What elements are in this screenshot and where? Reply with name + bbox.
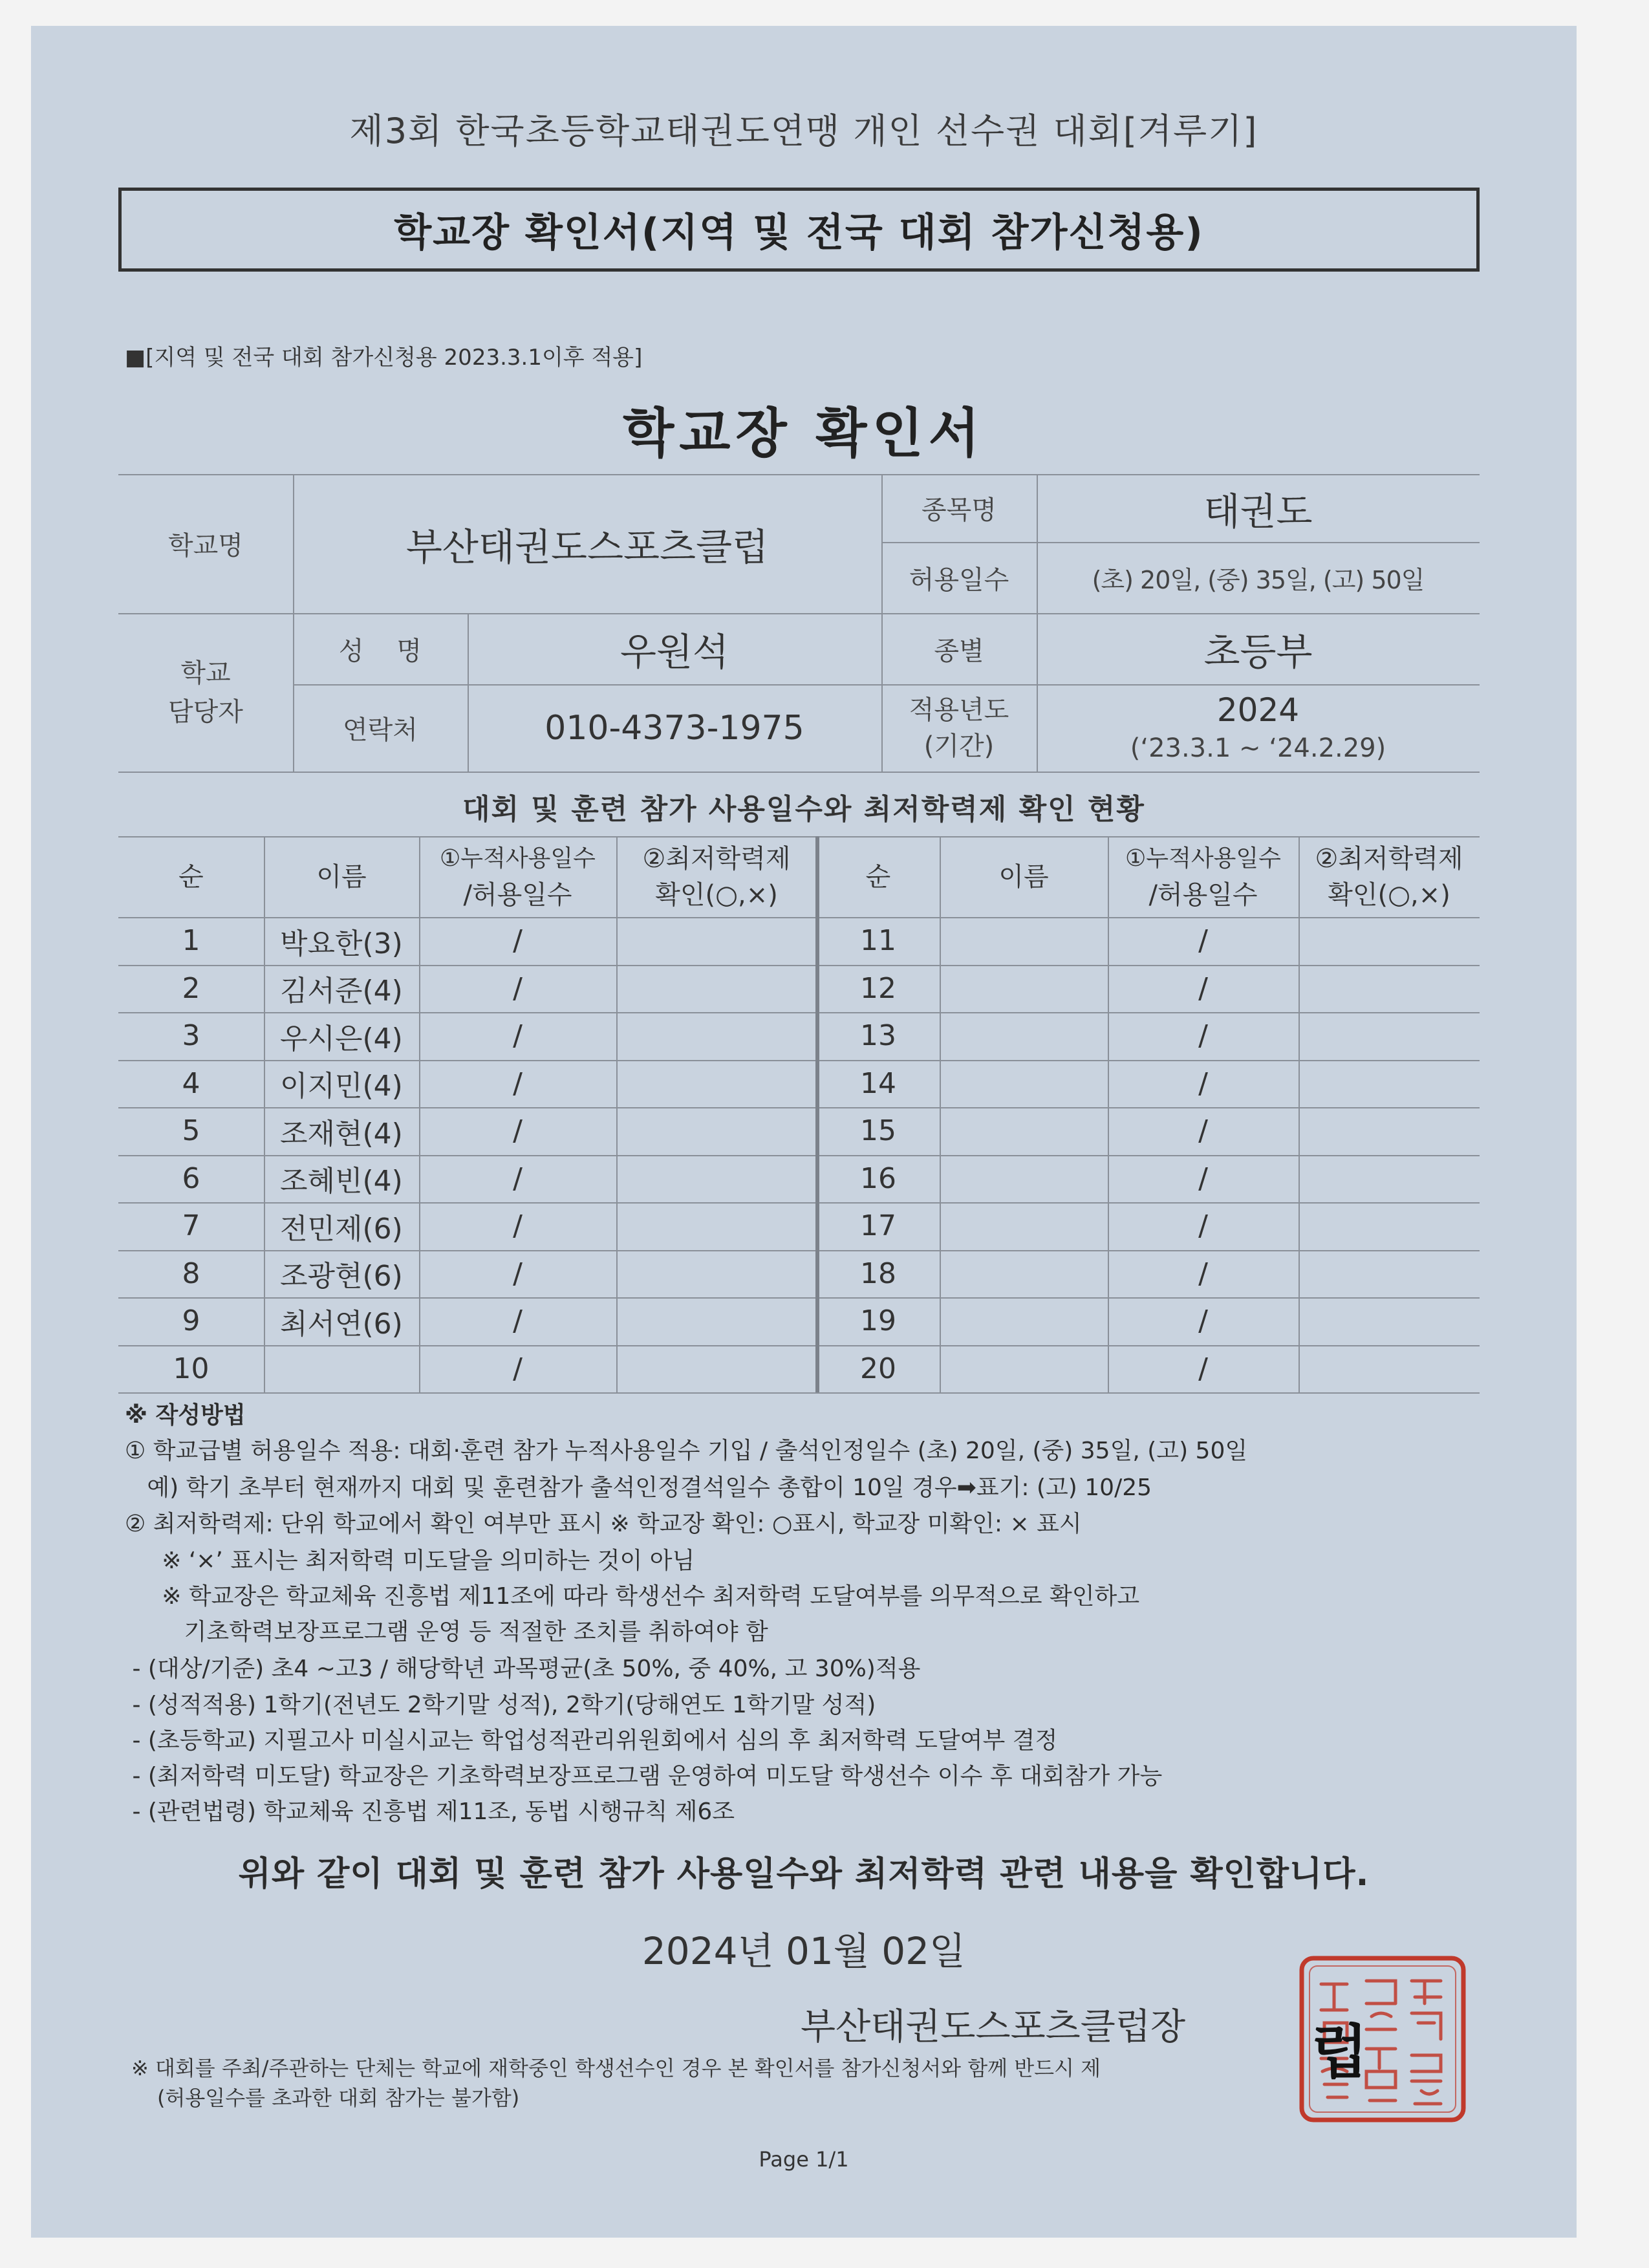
instruction-line: ※ 학교장은 학교체육 진흥법 제11조에 따라 학생선수 최저학력 도달여부를 의무적으로 확인하고 <box>125 1583 1140 1610</box>
roster-left-name: 전민제(6) <box>280 1212 403 1246</box>
roster-right-days: / <box>1198 1257 1208 1290</box>
col-no-left: 순 <box>178 861 204 892</box>
roster-left-min-check <box>616 917 817 965</box>
roster-left-no: 4 <box>182 1066 200 1100</box>
contact-value: 010-4373-1975 <box>544 708 804 748</box>
roster-right-days: / <box>1198 1352 1208 1385</box>
footnote-line2: (허용일수를 초과한 대회 참가는 불가함) <box>157 2086 520 2110</box>
roster-left-days: / <box>513 1304 523 1338</box>
roster-left-no: 7 <box>182 1209 200 1243</box>
school-manager-label: 학교 담당자 <box>168 658 243 727</box>
roster-left-days: / <box>513 1066 523 1100</box>
roster-right-no: 12 <box>860 971 896 1005</box>
instruction-line: ※ 작성방법 <box>125 1402 246 1429</box>
school-name-label: 학교명 <box>168 531 243 561</box>
roster-left-name: 조광현(6) <box>280 1260 403 1293</box>
roster-left-min-check <box>616 965 817 1013</box>
roster-right-min-check <box>1299 917 1480 965</box>
roster-left-no: 9 <box>182 1304 200 1338</box>
roster-left-name: 조재현(4) <box>280 1117 403 1150</box>
roster-left-days: / <box>513 971 523 1005</box>
roster-right-days: / <box>1198 1209 1208 1243</box>
roster-left-min-check <box>616 1012 817 1060</box>
roster-right-name <box>940 1202 1108 1250</box>
roster-left-min-check <box>616 1107 817 1155</box>
col-name-right: 이름 <box>998 861 1049 892</box>
col-days-right-line1: ①누적사용일수 <box>1125 845 1281 872</box>
apply-year-label <box>881 684 1037 772</box>
roster-left-name: 김서준(4) <box>280 975 403 1008</box>
roster-left-no: 5 <box>182 1114 200 1148</box>
roster-left-no: 2 <box>182 971 200 1005</box>
roster-left-days: / <box>513 1209 523 1243</box>
col-name-left: 이름 <box>316 861 367 892</box>
roster-right-no: 17 <box>860 1209 896 1243</box>
roster-right-days: / <box>1198 1304 1208 1338</box>
roster-right-min-check <box>1299 1202 1480 1250</box>
roster-right-min-check <box>1299 965 1480 1013</box>
roster-left-days: / <box>513 1161 523 1195</box>
roster-left-days: / <box>513 1257 523 1290</box>
sport-value: 태권도 <box>1203 489 1313 534</box>
document-date: 2024년 01월 02일 <box>641 1929 966 1973</box>
form-box-title: 학교장 확인서(지역 및 전국 대회 참가신청용) <box>118 188 1480 272</box>
roster-left-min-check <box>616 1345 817 1393</box>
roster-left-min-check <box>616 1155 817 1203</box>
roster-left-days: / <box>513 924 523 958</box>
roster-line <box>118 836 1480 837</box>
stamp-overprint: 럽 <box>1311 2018 1368 2086</box>
roster-right-min-check <box>1299 1107 1480 1155</box>
contact-label: 연락처 <box>343 715 418 745</box>
roster-right-name <box>940 965 1108 1013</box>
roster-left-name: 이지민(4) <box>280 1070 403 1103</box>
school-name-value: 부산태권도스포츠클럽 <box>405 524 769 569</box>
roster-left-name: 조혜빈(4) <box>280 1165 403 1198</box>
roster-right-no: 13 <box>860 1019 896 1053</box>
manager-name-value: 우원석 <box>620 630 729 674</box>
roster-right-name <box>940 1155 1108 1203</box>
signer-name: 부산태권도스포츠클럽장 <box>801 2006 1186 2048</box>
roster-right-days: / <box>1198 924 1208 958</box>
roster-right-no: 11 <box>860 924 896 958</box>
col-min-right <box>1299 836 1480 917</box>
roster-right-min-check <box>1299 1345 1480 1393</box>
instruction-line: - (최저학력 미도달) 학교장은 기초학력보장프로그램 운영하여 미도달 학생선수 이수 후 대회참가 가능 <box>125 1763 1163 1789</box>
info-table <box>118 474 1480 775</box>
roster-left-min-check <box>616 1297 817 1345</box>
roster-right-min-check <box>1299 1155 1480 1203</box>
instruction-line: - (성적적용) 1학기(전년도 2학기말 성적), 2학기(당해연도 1학기말 성적) <box>125 1692 876 1718</box>
instruction-line: 기초학력보장프로그램 운영 등 적절한 조치를 취하여야 함 <box>125 1619 768 1645</box>
roster-right-name <box>940 1107 1108 1155</box>
allowed-days-label: 허용일수 <box>909 565 1009 595</box>
roster-left-days: / <box>513 1019 523 1053</box>
sport-label: 종목명 <box>921 495 997 525</box>
col-no-right: 순 <box>865 861 891 892</box>
event-title: 제3회 한국초등학교태권도연맹 개인 선수권 대회[겨루기] <box>349 111 1258 151</box>
instruction-line: 예) 학기 초부터 현재까지 대회 및 훈련참가 출석인정결석일수 총합이 10일 경우➡표기: (고) 10/25 <box>125 1474 1152 1501</box>
roster-right-min-check <box>1299 1060 1480 1108</box>
division-value: 초등부 <box>1203 630 1313 674</box>
footnote-line1: ※ 대회를 주최/주관하는 단체는 학교에 재학중인 학생선수인 경우 본 확인서를 참가신청서와 함께 반드시 제 <box>131 2056 1101 2080</box>
roster-right-min-check <box>1299 1250 1480 1298</box>
apply-period: (‘23.3.1 ~ ‘24.2.29) <box>1130 733 1386 763</box>
col-min-left-line1: ②최저학력제 <box>642 843 791 874</box>
page-title: 학교장 확인서 <box>623 403 985 464</box>
roster-right-days: / <box>1198 1114 1208 1148</box>
roster-right-no: 20 <box>860 1352 896 1385</box>
roster-left-no: 1 <box>182 924 200 958</box>
division-label: 종별 <box>934 636 984 666</box>
roster-left-name: 최서연(6) <box>280 1307 403 1341</box>
col-days-right <box>1108 836 1299 917</box>
roster-left-min-check <box>616 1060 817 1108</box>
roster-left-name <box>264 1345 419 1393</box>
apply-year-label-line1: 적용년도 <box>909 695 1009 725</box>
page-number: Page 1/1 <box>759 2147 849 2172</box>
roster-right-days: / <box>1198 1066 1208 1100</box>
roster-left-min-check <box>616 1250 817 1298</box>
manager-name-label: 성 명 <box>338 636 422 666</box>
col-days-left-line2: /허용일수 <box>463 880 572 910</box>
roster-right-no: 15 <box>860 1114 896 1148</box>
roster-left-no: 3 <box>182 1019 200 1053</box>
apply-year-value <box>1037 684 1480 772</box>
roster-left-name: 우시은(4) <box>280 1022 403 1055</box>
col-days-left <box>419 836 616 917</box>
roster-left-days: / <box>513 1352 523 1385</box>
roster-right-no: 16 <box>860 1161 896 1195</box>
instruction-line: ① 학교급별 허용일수 적용: 대회·훈련 참가 누적사용일수 기입 / 출석인정일수 (초) 20일, (중) 35일, (고) 50일 <box>125 1438 1248 1464</box>
allowed-days-value: (초) 20일, (중) 35일, (고) 50일 <box>1092 565 1425 594</box>
instruction-line: - (관련법령) 학교체육 진흥법 제11조, 동법 시행규칙 제6조 <box>125 1798 735 1825</box>
roster-right-name <box>940 1060 1108 1108</box>
roster-left-no: 8 <box>182 1257 200 1290</box>
col-min-left-line2: 확인(○,×) <box>655 880 778 910</box>
instruction-line: - (초등학교) 지필고사 미실시교는 학업성적관리위원회에서 심의 후 최저학력 도달여부 결정 <box>125 1727 1058 1754</box>
roster-right-no: 18 <box>860 1257 896 1290</box>
roster-right-name <box>940 1012 1108 1060</box>
roster-left-min-check <box>616 1202 817 1250</box>
roster-right-no: 14 <box>860 1066 896 1100</box>
footnote <box>131 2053 1101 2113</box>
roster-left-days: / <box>513 1114 523 1148</box>
col-days-left-line1: ①누적사용일수 <box>440 845 596 872</box>
roster-right-name <box>940 1250 1108 1298</box>
roster-right-days: / <box>1198 1019 1208 1053</box>
col-min-right-line1: ②최저학력제 <box>1315 843 1463 874</box>
col-min-left <box>616 836 817 917</box>
roster-right-name <box>940 1345 1108 1393</box>
closing-statement: 위와 같이 대회 및 훈련 참가 사용일수와 최저학력 관련 내용을 확인합니다. <box>238 1855 1370 1894</box>
applicability-note: ■[지역 및 전국 대회 참가신청용 2023.3.1이후 적용] <box>125 345 643 371</box>
roster-right-days: / <box>1198 1161 1208 1195</box>
roster-right-min-check <box>1299 1012 1480 1060</box>
roster-line <box>118 1392 1480 1394</box>
col-days-right-line2: /허용일수 <box>1148 880 1258 910</box>
document-page <box>31 26 1577 2238</box>
col-min-right-line2: 확인(○,×) <box>1328 880 1450 910</box>
instruction-line: ※ ‘×’ 표시는 최저학력 미도달을 의미하는 것이 아님 <box>125 1548 695 1574</box>
apply-year: 2024 <box>1216 691 1300 729</box>
roster-right-no: 19 <box>860 1304 896 1338</box>
instruction-line: ② 최저학력제: 단위 학교에서 확인 여부만 표시 ※ 학교장 확인: ○표시, 학교장 미확인: × 표시 <box>125 1511 1082 1537</box>
roster-left-no: 6 <box>182 1161 200 1195</box>
roster-right-days: / <box>1198 971 1208 1005</box>
roster-right-min-check <box>1299 1297 1480 1345</box>
roster-left-name: 박요한(3) <box>280 927 403 960</box>
roster-left-no: 10 <box>173 1352 210 1385</box>
roster-heading: 대회 및 훈련 참가 사용일수와 최저학력제 확인 현황 <box>462 793 1145 826</box>
roster-right-name <box>940 917 1108 965</box>
roster-table <box>118 836 1480 1392</box>
roster-right-name <box>940 1297 1108 1345</box>
apply-year-label-line2: (기간) <box>923 731 995 761</box>
instruction-line: - (대상/기준) 초4 ~고3 / 해당학년 과목평균(초 50%, 중 40%, 고 30%)적용 <box>125 1656 921 1682</box>
